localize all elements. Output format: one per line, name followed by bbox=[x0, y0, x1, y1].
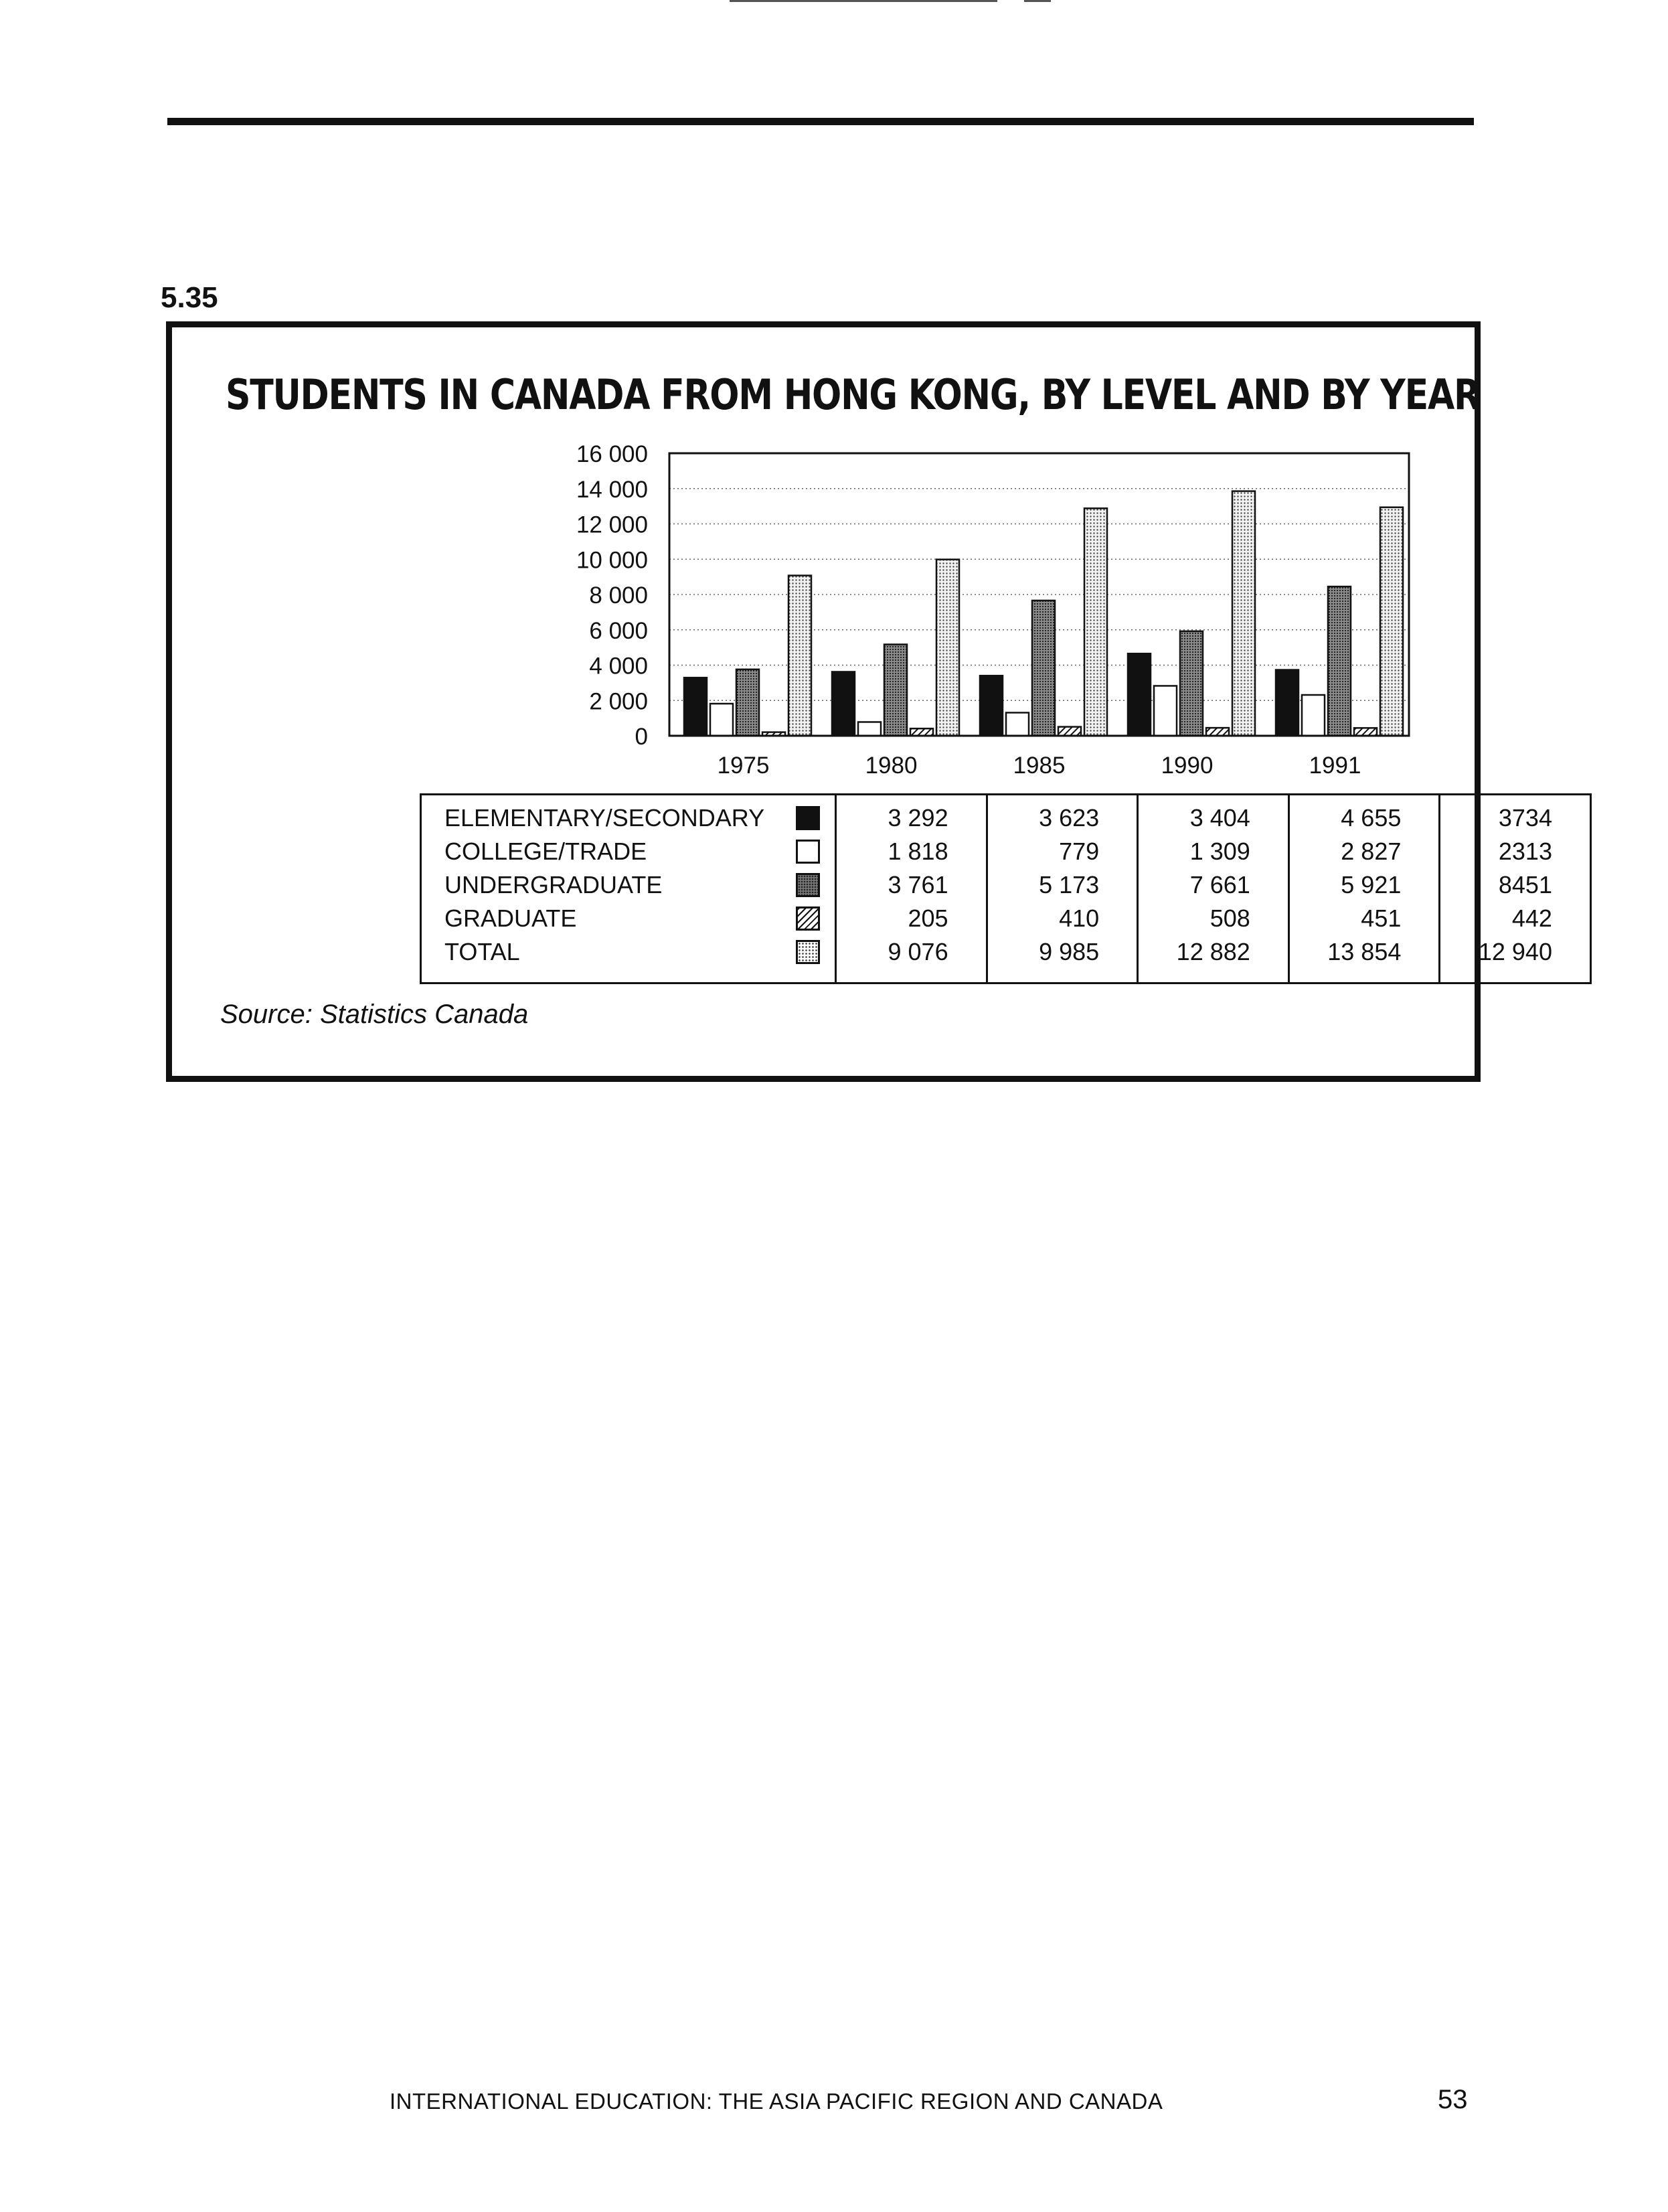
y-tick-label: 4 000 bbox=[589, 653, 648, 680]
bar bbox=[1032, 601, 1055, 736]
bar bbox=[1058, 727, 1081, 736]
table-cell: 3734 bbox=[1498, 804, 1552, 832]
x-tick-label: 1991 bbox=[1309, 753, 1361, 779]
bar bbox=[1276, 670, 1299, 736]
table-cell: 508 bbox=[1210, 904, 1250, 932]
data-table bbox=[420, 793, 1592, 984]
table-cell: 9 985 bbox=[1039, 938, 1100, 965]
bar bbox=[684, 678, 707, 736]
table-cell: 4 655 bbox=[1341, 804, 1402, 832]
table-row bbox=[444, 801, 835, 835]
table-row bbox=[444, 868, 835, 902]
table-row bbox=[444, 902, 835, 935]
chart-title: STUDENTS IN CANADA FROM HONG KONG, BY LEVEL AND BY YEAR bbox=[226, 370, 1480, 419]
table-cell: 3 404 bbox=[1189, 804, 1250, 832]
page-number: 53 bbox=[1438, 2085, 1468, 2114]
y-tick-label: 12 000 bbox=[576, 511, 648, 538]
bar bbox=[936, 560, 959, 736]
bar bbox=[710, 704, 733, 736]
table-cell: 205 bbox=[908, 904, 948, 932]
row-label: COLLEGE/TRADE bbox=[444, 838, 647, 865]
header-rule bbox=[167, 118, 1474, 125]
table-cell: 3 761 bbox=[888, 871, 948, 898]
row-label: TOTAL bbox=[444, 938, 520, 965]
bar bbox=[1232, 491, 1255, 736]
top-scan-mark bbox=[1024, 0, 1051, 2]
table-cell: 8451 bbox=[1498, 871, 1552, 898]
table-cell: 451 bbox=[1361, 904, 1402, 932]
y-tick-label: 0 bbox=[635, 724, 648, 750]
y-tick-label: 14 000 bbox=[576, 476, 648, 503]
row-label: ELEMENTARY/SECONDARY bbox=[444, 804, 765, 832]
bar bbox=[1354, 728, 1377, 736]
table-cell: 442 bbox=[1511, 904, 1552, 932]
table-row bbox=[444, 835, 835, 868]
table-column-1985 bbox=[1139, 795, 1290, 982]
table-cell: 2313 bbox=[1498, 838, 1552, 865]
bar bbox=[1302, 695, 1325, 736]
bar bbox=[1180, 631, 1203, 736]
figure-frame bbox=[166, 321, 1552, 1082]
table-cell: 9 076 bbox=[888, 938, 948, 965]
table-cell: 1 818 bbox=[888, 838, 948, 865]
bar bbox=[884, 645, 907, 736]
table-cell: 410 bbox=[1059, 904, 1100, 932]
y-tick-label: 2 000 bbox=[589, 688, 648, 715]
figure-number: 5.35 bbox=[161, 281, 218, 314]
table-cell: 5 921 bbox=[1341, 871, 1402, 898]
source-note: Source: Statistics Canada bbox=[220, 1000, 529, 1029]
y-tick-label: 10 000 bbox=[576, 547, 648, 574]
table-cell: 13 854 bbox=[1327, 938, 1402, 965]
table-label-column bbox=[422, 795, 837, 982]
table-cell: 12 882 bbox=[1176, 938, 1250, 965]
table-cell: 12 940 bbox=[1478, 938, 1552, 965]
row-label: UNDERGRADUATE bbox=[444, 871, 663, 898]
bar bbox=[1328, 586, 1351, 736]
x-tick-label: 1975 bbox=[717, 753, 770, 779]
x-tick-label: 1980 bbox=[865, 753, 918, 779]
footer-title: INTERNATIONAL EDUCATION: THE ASIA PACIFIC REGION AND CANADA bbox=[390, 2089, 1163, 2114]
table-row bbox=[444, 935, 835, 969]
row-label: GRADUATE bbox=[444, 904, 577, 932]
bar bbox=[980, 676, 1003, 736]
table-column-1980 bbox=[988, 795, 1139, 982]
bar bbox=[736, 669, 759, 736]
bar bbox=[1380, 507, 1403, 736]
x-tick-label: 1990 bbox=[1161, 753, 1214, 779]
table-cell: 3 623 bbox=[1039, 804, 1100, 832]
bar bbox=[832, 672, 855, 736]
y-tick-label: 6 000 bbox=[589, 617, 648, 644]
table-cell: 5 173 bbox=[1039, 871, 1100, 898]
bar bbox=[1084, 508, 1107, 736]
y-tick-label: 16 000 bbox=[576, 441, 648, 467]
legend-swatch-stipple-icon bbox=[796, 873, 820, 897]
bar bbox=[910, 728, 933, 736]
legend-swatch-dotted-icon bbox=[796, 940, 820, 964]
table-cell: 1 309 bbox=[1189, 838, 1250, 865]
bar bbox=[1006, 712, 1029, 736]
bar bbox=[1206, 728, 1229, 736]
table-column-1975 bbox=[837, 795, 988, 982]
legend-swatch-solid-icon bbox=[796, 806, 820, 830]
bar bbox=[1154, 686, 1177, 736]
table-cell: 3 292 bbox=[888, 804, 948, 832]
table-cell: 7 661 bbox=[1189, 871, 1250, 898]
bar bbox=[788, 576, 811, 736]
table-cell: 779 bbox=[1059, 838, 1100, 865]
y-tick-label: 8 000 bbox=[589, 582, 648, 609]
x-tick-label: 1985 bbox=[1013, 753, 1066, 779]
legend-swatch-white-icon bbox=[796, 840, 820, 864]
top-scan-mark bbox=[730, 0, 997, 2]
table-cell: 2 827 bbox=[1341, 838, 1402, 865]
bar bbox=[1128, 653, 1151, 736]
table-column-1990 bbox=[1290, 795, 1441, 982]
legend-swatch-hatch-icon bbox=[796, 906, 820, 931]
table-column-1991 bbox=[1440, 795, 1590, 982]
bar bbox=[858, 722, 881, 736]
